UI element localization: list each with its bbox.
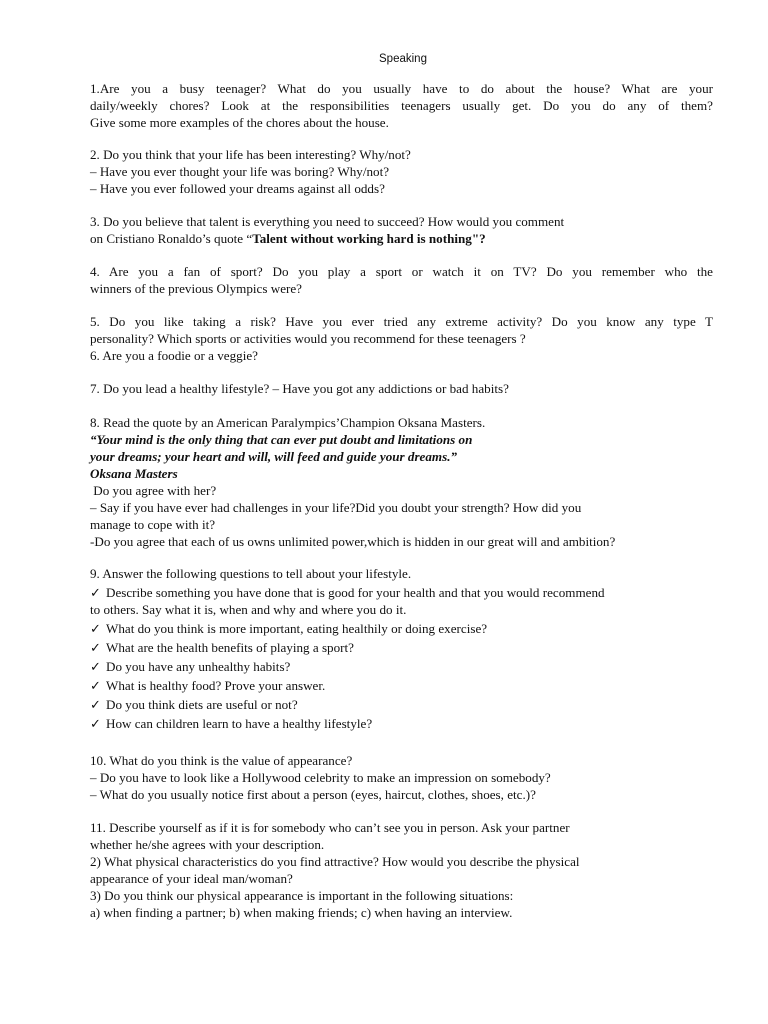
check-icon: ✓ — [90, 697, 101, 712]
question-5 — [90, 313, 713, 364]
masters-quote-line: “Your mind is the only thing that can ever put doubt and limitations on — [90, 432, 473, 447]
question-8-line: – Say if you have ever had challenges in your life?Did you doubt your strength? How did you — [90, 500, 582, 515]
checklist-item — [90, 639, 605, 656]
question-2-line: 2. Do you think that your life has been interesting? Why/not? — [90, 147, 411, 162]
question-4-line: winners of the previous Olympics were? — [90, 281, 302, 296]
question-9-intro: 9. Answer the following questions to tell about your lifestyle. — [90, 566, 412, 581]
question-6-line: 6. Are you a foodie or a veggie? — [90, 348, 258, 363]
question-10-line: – What do you usually notice first about a person (eyes, haircut, clothes, shoes, etc.)? — [90, 787, 536, 802]
checklist-item — [90, 696, 605, 713]
question-2-line: – Have you ever followed your dreams against all odds? — [90, 181, 385, 196]
question-11-line: 11. Describe yourself as if it is for somebody who can’t see you in person. Ask your partner — [90, 820, 570, 835]
question-1-line: Give some more examples of the chores about the house. — [90, 115, 389, 130]
question-11-line: whether he/she agrees with your description. — [90, 837, 325, 852]
question-4 — [90, 263, 713, 297]
question-10-line: 10. What do you think is the value of appearance? — [90, 753, 353, 768]
checklist-item — [90, 658, 605, 675]
checklist-item-text: Do you have any unhealthy habits? — [106, 659, 291, 674]
question-11-line: 2) What physical characteristics do you find attractive? How would you describe the physical — [90, 854, 580, 869]
checklist-item-text: What do you think is more important, eating healthily or doing exercise? — [106, 621, 488, 636]
question-11-line: appearance of your ideal man/woman? — [90, 871, 293, 886]
check-icon: ✓ — [90, 678, 101, 693]
question-5-line: 5. Do you like taking a risk? Have you ever tried any extreme activity? Do you know any type T — [90, 314, 713, 329]
question-8-line: Do you agree with her? — [90, 483, 217, 498]
question-8-line: manage to cope with it? — [90, 517, 216, 532]
checklist-item-text: What is healthy food? Prove your answer. — [106, 678, 326, 693]
checklist-item-text: Do you think diets are useful or not? — [106, 697, 298, 712]
question-3-line: 3. Do you believe that talent is everything you need to succeed? How would you comment — [90, 214, 565, 229]
question-3 — [90, 213, 564, 247]
checklist-item — [90, 584, 605, 601]
question-3-text: on Cristiano Ronaldo’s quote “ — [90, 231, 253, 246]
quote-author: Oksana Masters — [90, 466, 178, 481]
check-icon: ✓ — [90, 621, 101, 636]
question-10-line: – Do you have to look like a Hollywood celebrity to make an impression on somebody? — [90, 770, 551, 785]
question-1-line: daily/weekly chores? Look at the responsibilities teenagers usually get. Do you do any of them? — [90, 98, 713, 113]
question-2 — [90, 146, 411, 197]
question-1 — [90, 80, 713, 131]
check-icon: ✓ — [90, 716, 101, 731]
check-icon: ✓ — [90, 640, 101, 655]
checklist-item — [90, 620, 605, 637]
question-7 — [90, 380, 509, 397]
question-11-line: a) when finding a partner; b) when making friends; c) when having an interview. — [90, 905, 513, 920]
question-1-line: 1.Are you a busy teenager? What do you usually have to do about the house? What are your — [90, 81, 713, 96]
question-8-line: -Do you agree that each of us owns unlimited power,which is hidden in our great will and ambition? — [90, 534, 616, 549]
check-icon: ✓ — [90, 659, 101, 674]
page-title: Speaking — [379, 53, 427, 65]
checklist-item-text: What are the health benefits of playing a sport? — [106, 640, 354, 655]
question-7-line: 7. Do you lead a healthy lifestyle? – Have you got any addictions or bad habits? — [90, 381, 509, 396]
question-4-line: 4. Are you a fan of sport? Do you play a sport or watch it on TV? Do you remember who the — [90, 264, 713, 279]
question-5-line: personality? Which sports or activities would you recommend for these teenagers ? — [90, 331, 526, 346]
checklist-item — [90, 715, 605, 732]
question-11 — [90, 819, 580, 921]
checklist-item-text: Describe something you have done that is good for your health and that you would recommend — [106, 585, 605, 600]
masters-quote-line: your dreams; your heart and will, will feed and guide your dreams.” — [90, 449, 458, 464]
question-8 — [90, 414, 615, 550]
question-10 — [90, 752, 551, 803]
question-8-intro: 8. Read the quote by an American Paralympics’Champion Oksana Masters. — [90, 415, 486, 430]
question-3-line — [90, 230, 564, 247]
check-icon: ✓ — [90, 585, 101, 600]
checklist-item-continued: to others. Say what it is, when and why and where you do it. — [90, 602, 407, 617]
question-11-line: 3) Do you think our physical appearance is important in the following situations: — [90, 888, 514, 903]
question-2-line: – Have you ever thought your life was boring? Why/not? — [90, 164, 390, 179]
checklist-item — [90, 677, 605, 694]
ronaldo-quote: Talent without working hard is nothing"? — [252, 231, 486, 246]
question-9 — [90, 565, 605, 732]
checklist-item-text: How can children learn to have a healthy lifestyle? — [106, 716, 373, 731]
